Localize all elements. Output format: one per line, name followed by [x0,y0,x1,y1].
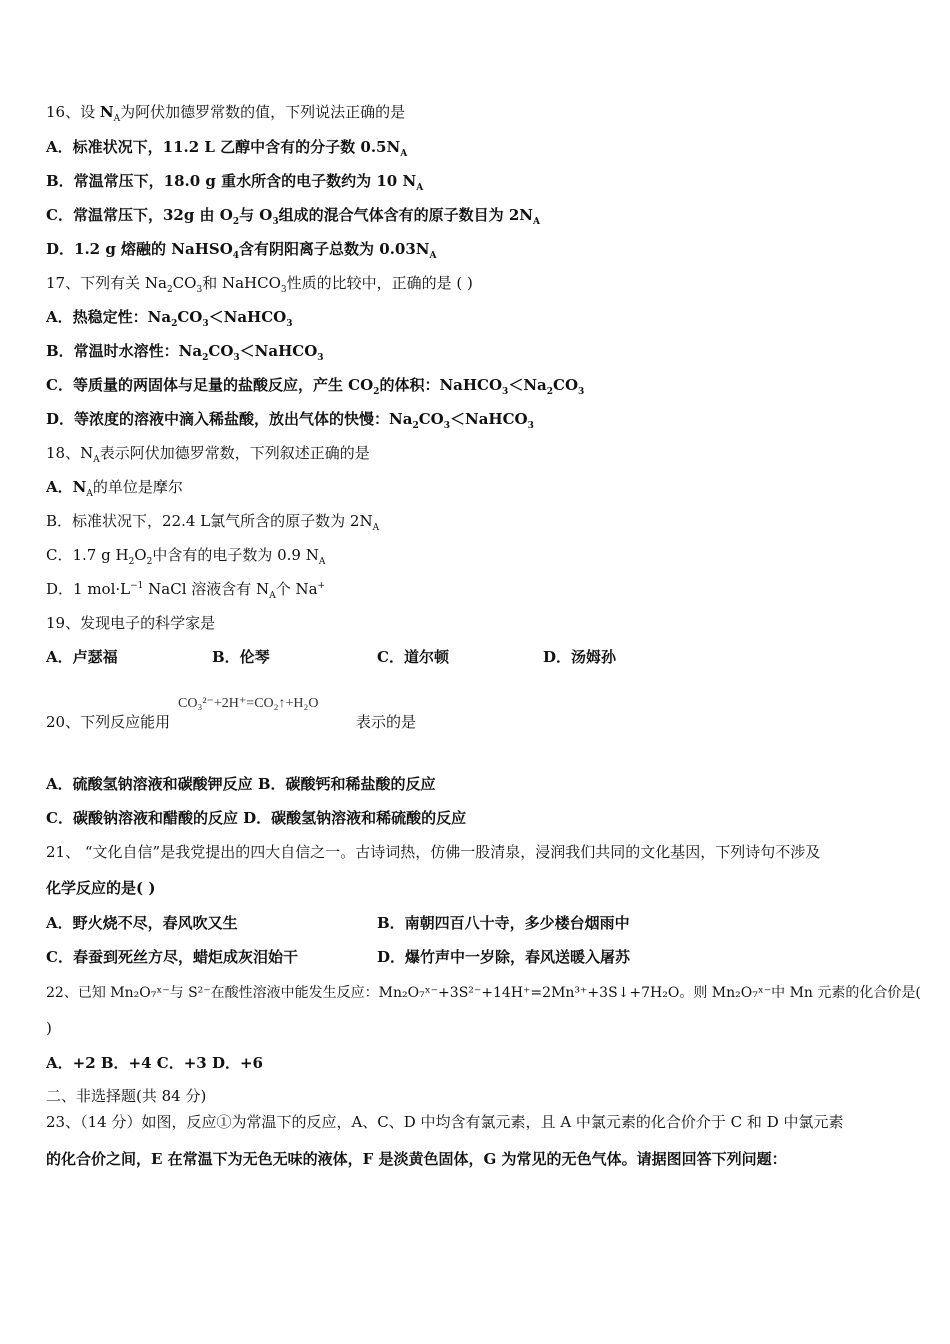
q18-option-d: D．1 $mol\cdot L^{-1}$ NaCl 溶液含有 $N_A$个 Na+ [46,580,326,601]
q16-stem: 16、设 $N_A$为阿伏加德罗常数的值，下列说法正确的是 [46,103,406,124]
q22-options: A．+2 B．+4 C．+3 D．+6 [46,1054,263,1072]
q18-option-b: B．标准状况下，22.4 L氯气所含的原子数为 $2N_A$ [46,512,380,533]
q19-option-b: B．伦琴 [212,648,270,666]
q20-options-cd: C．碳酸钠溶液和醋酸的反应 D．碳酸氢钠溶液和稀硫酸的反应 [46,809,467,827]
q16-option-d: D．1.2 g 熔融的 NaHSO$_4$含有阴阳离子总数为 $0.03N_A$ [46,240,437,261]
section-heading: 二、非选择题(共 84 分) [46,1087,207,1105]
q21-option-c: C．春蚕到死丝方尽，蜡炬成灰泪始干 [46,948,298,966]
q17-option-c: C．等质量的两固体与足量的盐酸反应，产生 $CO_2$的体积：$NaHCO_3<Na_2CO_3$ [46,376,585,397]
q19-option-a: A．卢瑟福 [46,648,118,666]
q17-stem: 17、下列有关 $Na_2CO_3$和 NaHCO$_3$性质的比较中，正确的是 ( ) [46,274,473,295]
q17-option-d: D．等浓度的溶液中滴入稀盐酸，放出气体的快慢：$Na_2CO_3<NaHCO_3$ [46,410,534,431]
q16-option-c: C．常温常压下，32g 由 $O_2$与 $O_3$组成的混合气体含有的原子数目为 $2N_A$ [46,206,540,227]
ionic-equation: CO₃²⁻+2H⁺=CO₂↑+H₂O [178,696,319,711]
q22-stem-line2: ) [46,1019,52,1037]
q21-option-b: B．南朝四百八十寺，多少楼台烟雨中 [377,914,630,932]
q16-option-a: A．标准状况下，11.2 L 乙醇中含有的分子数 $0.5N_A$ [46,138,408,159]
q16-option-b: B．常温常压下，18.0 g 重水所含的电子数约为 10 $N_A$ [46,172,424,193]
q23-line1: 23、（14 分）如图，反应①为常温下的反应，A、C、D 中均含有氯元素，且 A 中氯元素的化合价介于 C 和 D 中氯元素 [46,1113,844,1131]
q21-option-d: D．爆竹声中一岁除，春风送暖入屠苏 [377,948,631,966]
q19-option-c: C．道尔顿 [377,648,449,666]
q20-stem: 20、下列反应能用 [46,713,171,731]
q23-line2: 的化合价之间，E 在常温下为无色无味的液体，F 是淡黄色固体，G 为常见的无色气体。请据图回答下列问题： [46,1150,787,1168]
q18-option-c: C．1.7 g $H_2O_2$中含有的电子数为 0.9 $N_A$ [46,546,326,567]
q21-stem-line2: 化学反应的是( ) [46,879,156,897]
q19-option-d: D．汤姆孙 [543,648,617,666]
q18-option-a: A．$N_A$的单位是摩尔 [46,478,183,499]
q17-option-b: B．常温时水溶性：$Na_2CO_3<NaHCO_3$ [46,342,324,363]
q20-stem-tail: 表示的是 [356,713,417,731]
q17-option-a: A．热稳定性：$Na_2CO_3<NaHCO_3$ [46,308,293,329]
q21-option-a: A．野火烧不尽，春风吹又生 [46,914,238,932]
q20-options-ab: A．硫酸氢钠溶液和碳酸钾反应 B．碳酸钙和稀盐酸的反应 [46,775,436,793]
q22-stem-line1: 22、已知 Mn₂O₇ˣ⁻与 S²⁻在酸性溶液中能发生反应：Mn₂O₇ˣ⁻+3S²⁻+14H⁺=2Mn³⁺+3S↓+7H₂O。则 Mn₂O₇ˣ⁻中 Mn 元素的化合价是( [46,985,921,1001]
q18-stem: 18、$N_A$表示阿伏加德罗常数，下列叙述正确的是 [46,444,370,465]
q19-stem: 19、发现电子的科学家是 [46,614,216,632]
q21-stem-line1: 21、 “文化自信”是我党提出的四大自信之一。古诗词热，仿佛一股清泉，浸润我们共同的文化基因，下列诗句不涉及 [46,843,821,861]
